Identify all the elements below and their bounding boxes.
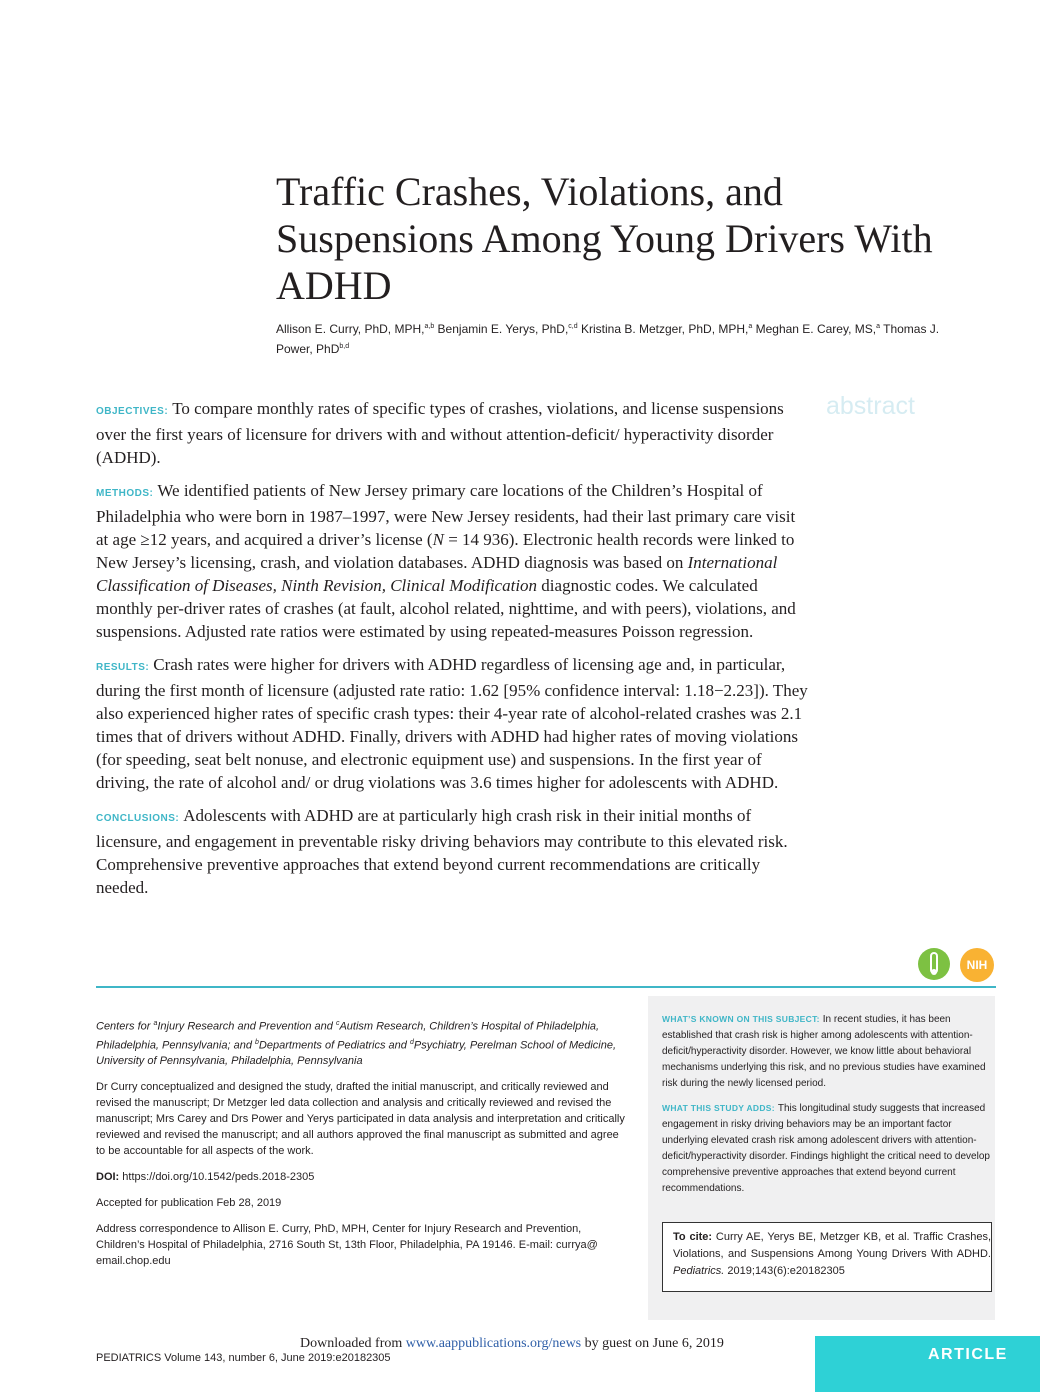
- whats-known: [662, 1011, 994, 1092]
- download-link[interactable]: www.aappublications.org/news: [405, 1336, 582, 1351]
- institutions: Centers for $^a$Injury Research and Prevention and $^c$Autism Research, Children’s Hospital of Philadelphia, Philadelphia, Pennsylvania; and $^b$Departments of Pediatrics and $^d$Psychiatry, Perelman School of Medicine, University of Pennsylvania, Philadelphia, Pennsylvania: [96, 1020, 617, 1068]
- abstract-results: [96, 653, 808, 794]
- known-text: In recent studies, it has been established that crash risk is higher among adolescents with attention-deficit/hyperactivity disorder. However, we know little about behavioral mechanisms underlying this risk, and no previous studies have examined risk during the newly licensed period.: [662, 1014, 986, 1089]
- doi-line: [96, 1169, 628, 1185]
- correspondence: Address correspondence to Allison E. Curry, PhD, MPH, Center for Injury Research and Prevention, Children’s Hospital of Philadelphia, 2716 South St, 13th Floor, Philadelphia, PA 19146. E-mail: currya@ email.chop.edu: [96, 1223, 598, 1268]
- cite-label: To cite:: [673, 1231, 713, 1243]
- abstract-objectives: [96, 397, 808, 469]
- affiliations-column: [96, 1016, 628, 1279]
- section-divider: [96, 986, 996, 988]
- download-prefix: Downloaded from: [300, 1336, 403, 1351]
- journal-citation-footer: PEDIATRICS Volume 143, number 6, June 2019:e20182305: [96, 1352, 391, 1364]
- adds-heading: WHAT THIS STUDY ADDS:: [662, 1103, 775, 1113]
- download-suffix: by guest on June 6, 2019: [584, 1336, 724, 1351]
- section-text: Adolescents with ADHD are at particularly high crash risk in their initial months of licensure, and engagement in preventable risky driving behaviors may contribute to this elevated risk. Comprehensive preventive approaches that extend beyond current recommendations are critically needed.: [96, 806, 788, 897]
- doi-label: DOI:: [96, 1171, 120, 1184]
- doi-link[interactable]: https://doi.org/10.1542/peds.2018-2305: [122, 1171, 315, 1184]
- section-text: We identified patients of New Jersey primary care locations of the Children’s Hospital of Philadelphia who were born in 1987–1997, were New Jersey residents, had their last primary care visit at age ≥12 years, and acquired a driver’s license (N = 14 936). Electronic health records were linked to New Jersey’s licensing, crash, and violation databases. ADHD diagnosis was based on International Classification of Diseases, Ninth Revision, Clinical Modification diagnostic codes. We calculated monthly per-driver rates of crashes (at fault, alcohol related, nighttime, and with peers), violations, and suspensions. Adjusted rate ratios were estimated by using repeated-measures Poisson regression.: [96, 481, 796, 641]
- section-text: To compare monthly rates of specific types of crashes, violations, and license suspensions over the first years of licensure for drivers with and without attention-deficit/ hyperactivity disorder (ADHD).: [96, 399, 784, 467]
- section-heading: RESULTS:: [96, 662, 150, 673]
- section-text: Crash rates were higher for drivers with ADHD regardless of licensing age and, in particular, during the first month of licensure (adjusted rate ratio: 1.62 [95% confidence interval: 1.18−2.23]). They also experienced higher rates of specific crash types: their 4-year rate of alcohol-related crashes was 2.1 times that of drivers without ADHD. Finally, drivers with ADHD had higher rates of moving violations (for speeding, seat belt nonuse, and electronic equipment use) and suspensions. In the first year of driving, the rate of alcohol and/ or drug violations was 3.6 times higher for adolescents with ADHD.: [96, 655, 808, 792]
- abstract-body: [96, 397, 808, 909]
- article-tab: [815, 1336, 1040, 1392]
- accepted-date: Accepted for publication Feb 28, 2019: [96, 1197, 282, 1210]
- download-notice: [300, 1336, 724, 1352]
- what-study-adds: [662, 1100, 994, 1197]
- author-contributions: Dr Curry conceptualized and designed the study, drafted the initial manuscript, and critically reviewed and revised the manuscript; Dr Metzger led data collection and analysis and critically reviewed and revised the manuscript; Mrs Carey and Drs Power and Yerys participated in data analysis and interpretation and critically reviewed and revised the manuscript; and all authors approved the final manuscript as submitted and agree to be accountable for all aspects of the work.: [96, 1081, 625, 1158]
- open-access-glyph: [918, 948, 950, 980]
- known-heading: WHAT’S KNOWN ON THIS SUBJECT:: [662, 1014, 820, 1024]
- cite-text: Curry AE, Yerys BE, Metzger KB, et al. Traffic Crashes, Violations, and Suspensions Among Young Drivers With ADHD. Pediatrics. 2019;143(6):e20182305: [673, 1231, 992, 1277]
- open-access-icon: [918, 948, 950, 980]
- nih-icon: NIH: [960, 948, 994, 982]
- article-type-label: ARTICLE: [928, 1346, 1008, 1363]
- adds-text: This longitudinal study suggests that increased engagement in risky driving behaviors may be an important factor underlying elevated crash risk among adolescent drivers with attention-deficit/hyperactivity disorder. Findings highlight the critical need to develop comprehensive preventive approaches that extend beyond current recommendations.: [662, 1103, 990, 1194]
- article-title: Traffic Crashes, Violations, and Suspensions Among Young Drivers With ADHD: [276, 169, 933, 308]
- section-heading: OBJECTIVES:: [96, 406, 169, 417]
- citation-box: [662, 1222, 992, 1292]
- abstract-conclusions: [96, 804, 808, 899]
- section-heading: METHODS:: [96, 488, 154, 499]
- author-list: Allison E. Curry, PhD, MPH,$^{a,b}$ Benjamin E. Yerys, PhD,$^{c,d}$ Kristina B. Metzger, PhD, MPH,$^a$ Meghan E. Carey, MS,$^a$ Thomas J. Power, PhD$^{b,d}$: [276, 322, 940, 356]
- abstract-label: abstract: [826, 392, 915, 420]
- abstract-methods: [96, 479, 808, 643]
- section-heading: CONCLUSIONS:: [96, 813, 180, 824]
